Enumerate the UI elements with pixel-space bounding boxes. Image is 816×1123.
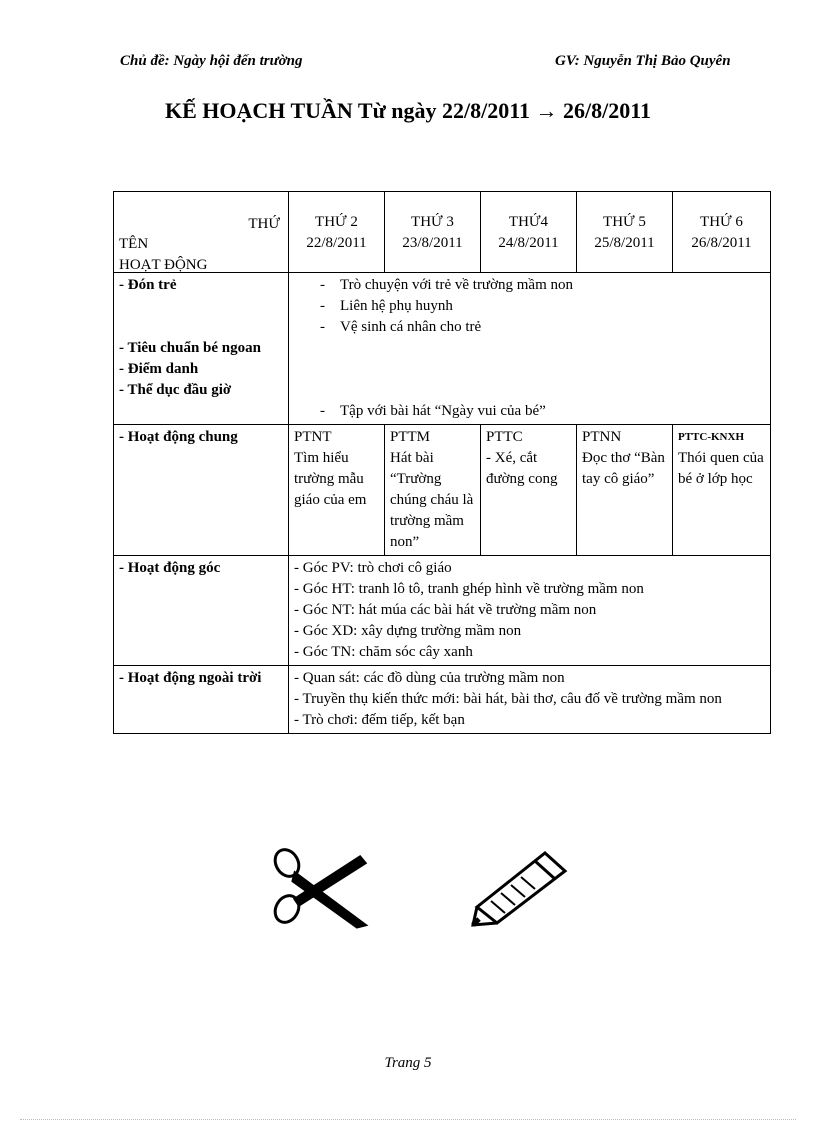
activity-code: PTTM <box>390 429 431 445</box>
list-item: - Góc TN: chăm sóc cây xanh <box>294 644 473 660</box>
outdoor-activities <box>289 666 771 734</box>
day-header <box>673 192 771 273</box>
list-item: - Góc HT: tranh lô tô, tranh ghép hình về trường mầm non <box>294 581 644 597</box>
list-item: - Liên hệ phụ huynh <box>294 296 765 317</box>
row-label-corner: - Hoạt động góc <box>114 556 289 666</box>
activity-cell <box>577 425 673 556</box>
page-number: Trang 5 <box>384 1055 432 1071</box>
pencil-icon <box>473 853 565 925</box>
activity-text: - Xé, cắt đường cong <box>486 450 558 487</box>
day-name: THỨ4 <box>508 214 549 230</box>
label-don-tre: - Đón trẻ <box>119 277 177 293</box>
table-row <box>114 556 771 666</box>
activity-text: Hát bài “Trường chúng cháu là trường mầm non” <box>390 450 474 550</box>
corner-activities <box>289 556 771 666</box>
activity-text: Thói quen của bé ở lớp học <box>678 450 764 487</box>
day-header <box>289 192 385 273</box>
activity-code: PTTC <box>486 429 523 445</box>
list-item: - Vệ sinh cá nhân cho trẻ <box>294 317 765 338</box>
activity-text: Đọc thơ “Bàn tay cô giáo” <box>582 450 665 487</box>
table-row <box>114 273 771 425</box>
list-item: - Quan sát: các đồ dùng của trường mầm non <box>294 670 565 686</box>
day-date: 25/8/2011 <box>594 235 655 251</box>
label-the-duc: - Thể dục đầu giờ <box>119 382 232 398</box>
list-item: - Góc NT: hát múa các bài hát về trường mầm non <box>294 602 597 618</box>
corner-hoat-dong: HOẠT ĐỘNG <box>119 257 208 273</box>
corner-cell <box>114 192 289 273</box>
table-row <box>114 666 771 734</box>
morning-activities <box>289 273 771 425</box>
day-header <box>577 192 673 273</box>
bottom-divider <box>20 1119 796 1120</box>
day-header <box>385 192 481 273</box>
page-title: KẾ HOẠCH TUẦN Từ ngày 22/8/2011 → 26/8/2011 <box>164 98 652 123</box>
corner-thu: THỨ <box>248 216 280 232</box>
weekly-plan-table <box>113 191 771 734</box>
label-tieu-chuan: - Tiêu chuẩn bé ngoan <box>119 340 261 356</box>
day-name: THỨ 6 <box>700 214 743 230</box>
activity-cell <box>481 425 577 556</box>
corner-ten: TÊN <box>119 236 149 252</box>
day-date: 22/8/2011 <box>306 235 367 251</box>
teacher-header: GV: Nguyễn Thị Bảo Quyên <box>555 53 731 69</box>
label-diem-danh: - Điểm danh <box>119 361 199 377</box>
list-item: - Góc XD: xây dựng trường mầm non <box>294 623 522 639</box>
day-name: THỨ 2 <box>315 214 358 230</box>
activity-cell <box>289 425 385 556</box>
day-date: 23/8/2011 <box>402 235 463 251</box>
list-item: - Trò chuyện với trẻ về trường mầm non <box>294 275 765 296</box>
row-label-outdoor: - Hoạt động ngoài trời <box>114 666 289 734</box>
table-header-row <box>114 192 771 273</box>
day-date: 26/8/2011 <box>691 235 752 251</box>
topic-header: Chủ đề: Ngày hội đến trường <box>120 53 303 69</box>
table-row <box>114 425 771 556</box>
activity-text: Tìm hiểu trường mẫu giáo của em <box>294 450 367 508</box>
day-header <box>481 192 577 273</box>
exercise-item: - Tập với bài hát “Ngày vui của bé” <box>294 401 765 422</box>
day-date: 24/8/2011 <box>498 235 559 251</box>
activity-code: PTTC-KNXH <box>678 431 744 443</box>
activity-cell <box>385 425 481 556</box>
activity-code: PTNT <box>294 429 332 445</box>
activity-code: PTNN <box>582 429 622 445</box>
scissors-icon <box>270 845 365 927</box>
day-name: THỨ 5 <box>603 214 646 230</box>
decorative-icons <box>265 845 575 935</box>
list-item: - Góc PV: trò chơi cô giáo <box>294 560 452 576</box>
list-item: - Trò chơi: đếm tiếp, kết bạn <box>294 712 465 728</box>
row-label-morning <box>114 273 289 425</box>
day-name: THỨ 3 <box>411 214 454 230</box>
activity-cell <box>673 425 771 556</box>
list-item: - Truyền thụ kiến thức mới: bài hát, bài thơ, câu đố về trường mầm non <box>294 691 722 707</box>
row-label-general: - Hoạt động chung <box>114 425 289 556</box>
